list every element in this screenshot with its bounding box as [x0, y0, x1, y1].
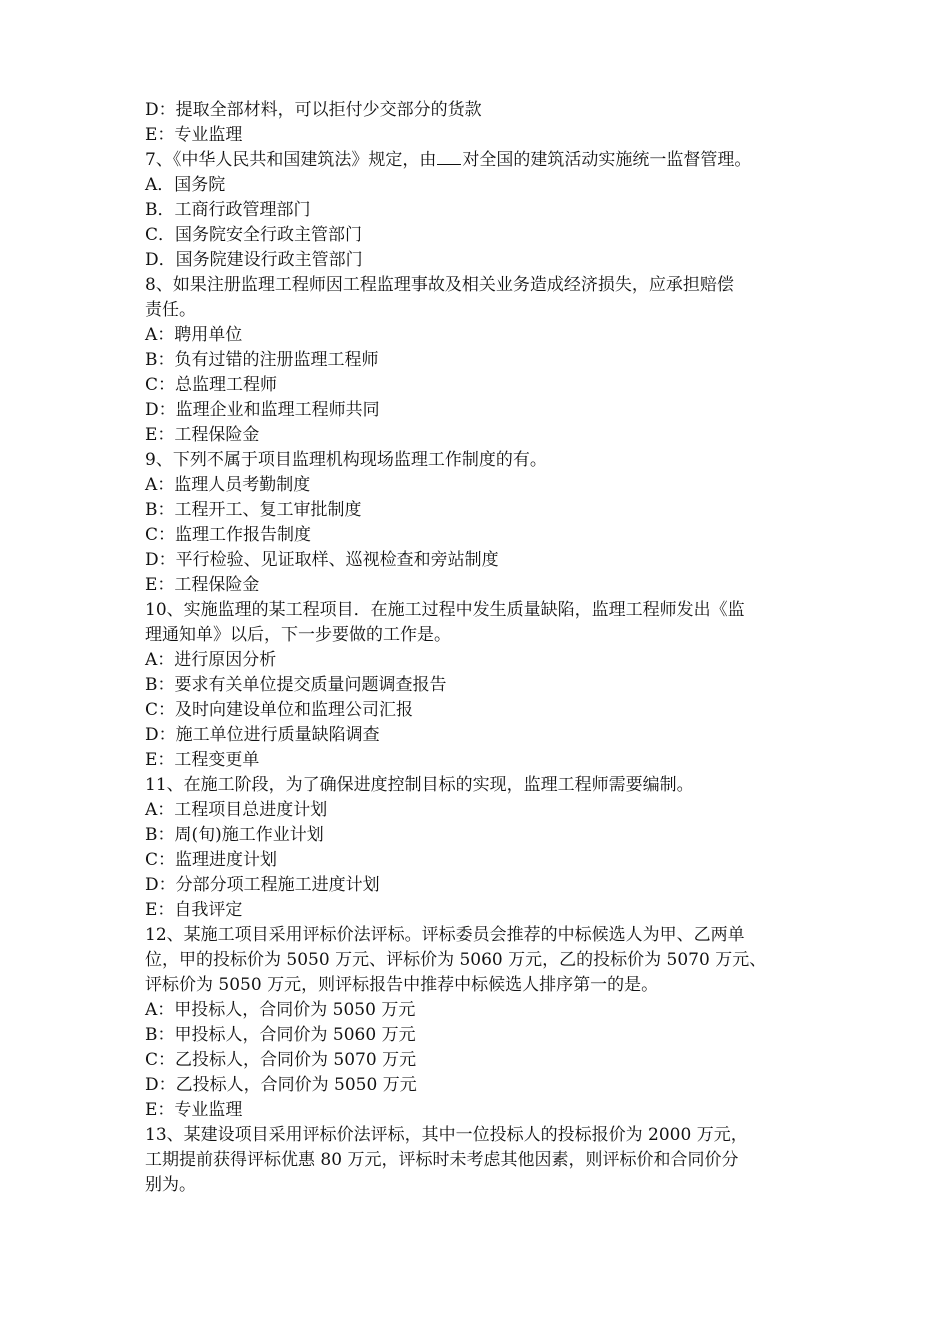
text-line: 位，甲的投标价为 5050 万元、评标价为 5060 万元，乙的投标价为 5070 万元、 — [145, 950, 767, 970]
text-line: D：提取全部材料，可以拒付少交部分的货款 — [145, 100, 482, 120]
text-line: E：工程保险金 — [145, 425, 260, 445]
text-line: E：工程变更单 — [145, 750, 260, 770]
text-line: D：平行检验、见证取样、巡视检查和旁站制度 — [145, 550, 499, 570]
answer-blank — [437, 148, 461, 165]
text-line: C：监理工作报告制度 — [145, 525, 312, 545]
text-line: B：甲投标人，合同价为 5060 万元 — [145, 1025, 416, 1045]
question-7-tail: 对全国的建筑活动实施统一监督管理。 — [462, 150, 752, 170]
text-line: B：负有过错的注册监理工程师 — [145, 350, 379, 370]
text-line: D：施工单位进行质量缺陷调查 — [145, 725, 380, 745]
text-line: 10、实施监理的某工程项目．在施工过程中发生质量缺陷，监理工程师发出《监 — [145, 600, 745, 620]
text-line: E：专业监理 — [145, 125, 243, 145]
text-line: D：监理企业和监理工程师共同 — [145, 400, 380, 420]
text-line: C：监理进度计划 — [145, 850, 278, 870]
text-line: E：专业监理 — [145, 1100, 243, 1120]
text-line: D．国务院建设行政主管部门 — [145, 250, 363, 270]
text-line: A：甲投标人，合同价为 5050 万元 — [145, 1000, 416, 1020]
text-line: C．国务院安全行政主管部门 — [145, 225, 363, 245]
text-line: 8、如果注册监理工程师因工程监理事故及相关业务造成经济损失，应承担赔偿 — [145, 275, 734, 295]
text-line: E：工程保险金 — [145, 575, 260, 595]
text-line: 别为。 — [145, 1175, 196, 1195]
text-line: 13、某建设项目采用评标价法评标，其中一位投标人的投标报价为 2000 万元， — [145, 1125, 748, 1145]
text-line: A：进行原因分析 — [145, 650, 277, 670]
text-line: C：总监理工程师 — [145, 375, 278, 395]
text-line: D：乙投标人，合同价为 5050 万元 — [145, 1075, 417, 1095]
question-7-head: 7、《中华人民共和国建筑法》规定，由 — [145, 150, 437, 170]
text-line: C：乙投标人，合同价为 5070 万元 — [145, 1050, 417, 1070]
text-line: C：及时向建设单位和监理公司汇报 — [145, 700, 414, 720]
text-line: 工期提前获得评标优惠 80 万元，评标时未考虑其他因素，则评标价和合同价分 — [145, 1150, 739, 1170]
text-line: 责任。 — [145, 300, 196, 320]
text-line: 11、在施工阶段，为了确保进度控制目标的实现，监理工程师需要编制。 — [145, 775, 694, 795]
question-7-stem — [145, 148, 835, 173]
text-line: B．工商行政管理部门 — [145, 200, 311, 220]
text-line: A：聘用单位 — [145, 325, 243, 345]
text-line: 9、下列不属于项目监理机构现场监理工作制度的有。 — [145, 450, 547, 470]
text-line: B：工程开工、复工审批制度 — [145, 500, 362, 520]
text-line: A：工程项目总进度计划 — [145, 800, 328, 820]
text-line: E：自我评定 — [145, 900, 243, 920]
text-line: 理通知单》以后，下一步要做的工作是。 — [145, 625, 451, 645]
text-line: B：周(旬)施工作业计划 — [145, 825, 324, 845]
text-line: 12、某施工项目采用评标价法评标。评标委员会推荐的中标候选人为甲、乙两单 — [145, 925, 745, 945]
text-line: B：要求有关单位提交质量问题调查报告 — [145, 675, 447, 695]
text-line: A：监理人员考勤制度 — [145, 475, 311, 495]
text-line: D：分部分项工程施工进度计划 — [145, 875, 380, 895]
document-body — [145, 98, 835, 1198]
text-line: 评标价为 5050 万元，则评标报告中推荐中标候选人排序第一的是。 — [145, 975, 659, 995]
text-line: A．国务院 — [145, 175, 226, 195]
